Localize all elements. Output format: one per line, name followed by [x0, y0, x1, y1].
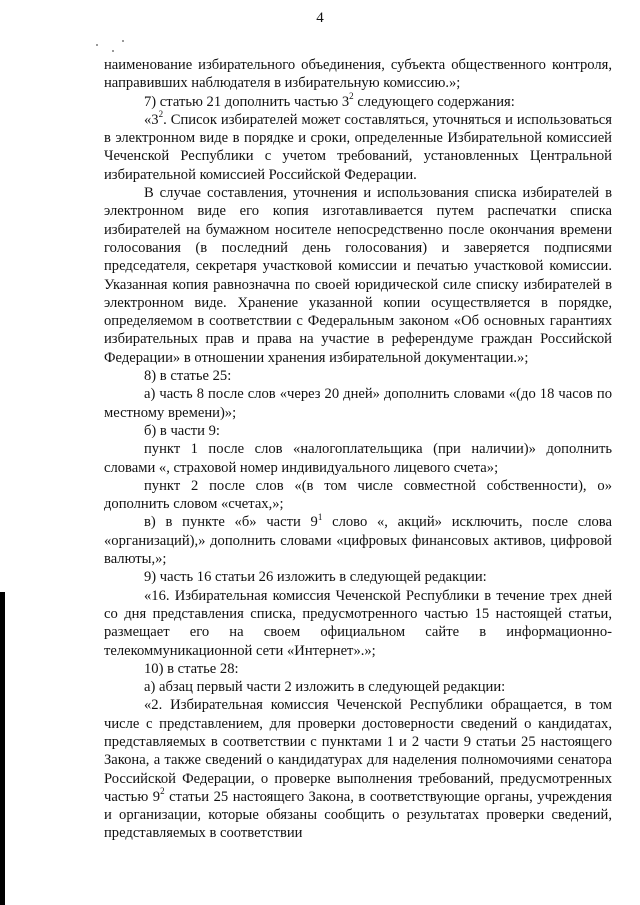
text-run: пункт 2 после слов «(в том числе совместной собственности), о» дополнить словом «счетах,»; [104, 477, 612, 513]
text-run: 10) в статье 28: [144, 660, 239, 677]
scan-speck [96, 44, 98, 46]
paragraph-p09 [104, 477, 612, 514]
text-run: . Список избирателей может составляться, уточняться и использоваться в электронном виде в порядке и сроки, определенные Избирательной комиссией Чеченской Республики с учетом требований, установленных Центральной избирательной комиссией Российской Федерации. [104, 111, 612, 183]
paragraph-p05 [104, 367, 612, 385]
paragraph-p02 [104, 90, 612, 111]
paragraph-p04 [104, 184, 612, 367]
text-run: «3 [144, 111, 159, 128]
paragraph-p13 [104, 660, 612, 678]
superscript: 2 [349, 90, 354, 101]
paragraph-p10 [104, 513, 612, 568]
text-run: «2. Избирательная комиссия Чеченской Республики обращается, в том числе с представлением, для проверки достоверности сведений о кандидатах, представляемых в соответствии с пунктами 1 и 2 части 9 статьи 25 настоящего Закона, а также сведений о кандидатурах для наделения полномочиями сенатора Российской Федерации, о проверке выполнения требований, предусмотренных частью 9 [104, 697, 612, 805]
paragraph-p06 [104, 385, 612, 422]
text-run: В случае составления, уточнения и использования списка избирателей в электронном виде его копия изготавливается путем распечатки списка избирателей на бумажном носителе непосредственно после окончания времени голосования (в последний день голосования) и заверяется подписями председателя, секретаря участковой комиссии и печатью участковой комиссии. Указанная копия равнозначна по своей юридической силе списку избирателей в электронном виде. Хранение указанной копии осуществляется в порядке, определяемом в соответствии с Федеральным законом «Об основных гарантиях избирательных прав и права на участие в референдуме граждан Российской Федерации» в отношении хранения избирательной документации.»; [104, 185, 612, 366]
text-run: а) абзац первый части 2 изложить в следующей редакции: [144, 679, 506, 696]
superscript: 1 [317, 511, 323, 522]
text-run: в) в пункте «б» части 9 [144, 514, 318, 531]
paragraph-p08 [104, 440, 612, 477]
paragraph-p07 [104, 422, 612, 440]
text-run: наименование избирательного объединения, субъекта общественного контроля, направивших наблюдателя в избирательную комиссию.»; [104, 57, 612, 92]
text-run: следующего содержания: [353, 93, 515, 110]
text-run: 8) в статье 25: [144, 368, 232, 385]
text-run: статьи 25 настоящего Закона, в соответствующие органы, учреждения и организации, которые обязаны сообщить о результатах проверки сведений, представляемых в соответствии [104, 788, 612, 842]
paragraph-p01 [104, 56, 612, 93]
paragraph-p14 [104, 678, 612, 696]
scan-speck [122, 40, 124, 42]
text-run: слово «, акций» исключить, после слова «организаций),» дополнить словами «цифровых финансовых активов, цифровой валюты,»; [104, 514, 612, 568]
text-run: 9) часть 16 статьи 26 изложить в следующей редакции: [144, 569, 487, 586]
text-run: пункт 1 после слов «налогоплательщика (при наличии)» дополнить словами «, страховой номер индивидуального лицевого счета»; [104, 441, 612, 476]
paragraph-p03 [104, 111, 612, 184]
text-run: 7) статью 21 дополнить частью 3 [144, 93, 350, 110]
paragraph-p11 [104, 568, 612, 586]
paragraph-p15 [104, 696, 612, 842]
superscript: 2 [160, 786, 165, 797]
text-run: б) в части 9: [144, 422, 220, 439]
text-run: а) часть 8 после слов «через 20 дней» дополнить словами «(до 18 часов по местному времени)»; [104, 386, 612, 421]
page-number: 4 [316, 10, 324, 26]
text-run: «16. Избирательная комиссия Чеченской Республики в течение трех дней со дня представления списка, предусмотренного частью 15 настоящей статьи, размещает его на своем официальном сайте в информационно-телекоммуникационной сети «Интернет».»; [104, 587, 612, 659]
paragraph-p12 [104, 587, 612, 660]
document-body [104, 56, 612, 843]
scan-edge-mark [0, 592, 5, 905]
scan-speck [112, 50, 114, 52]
superscript: 2 [158, 109, 164, 120]
